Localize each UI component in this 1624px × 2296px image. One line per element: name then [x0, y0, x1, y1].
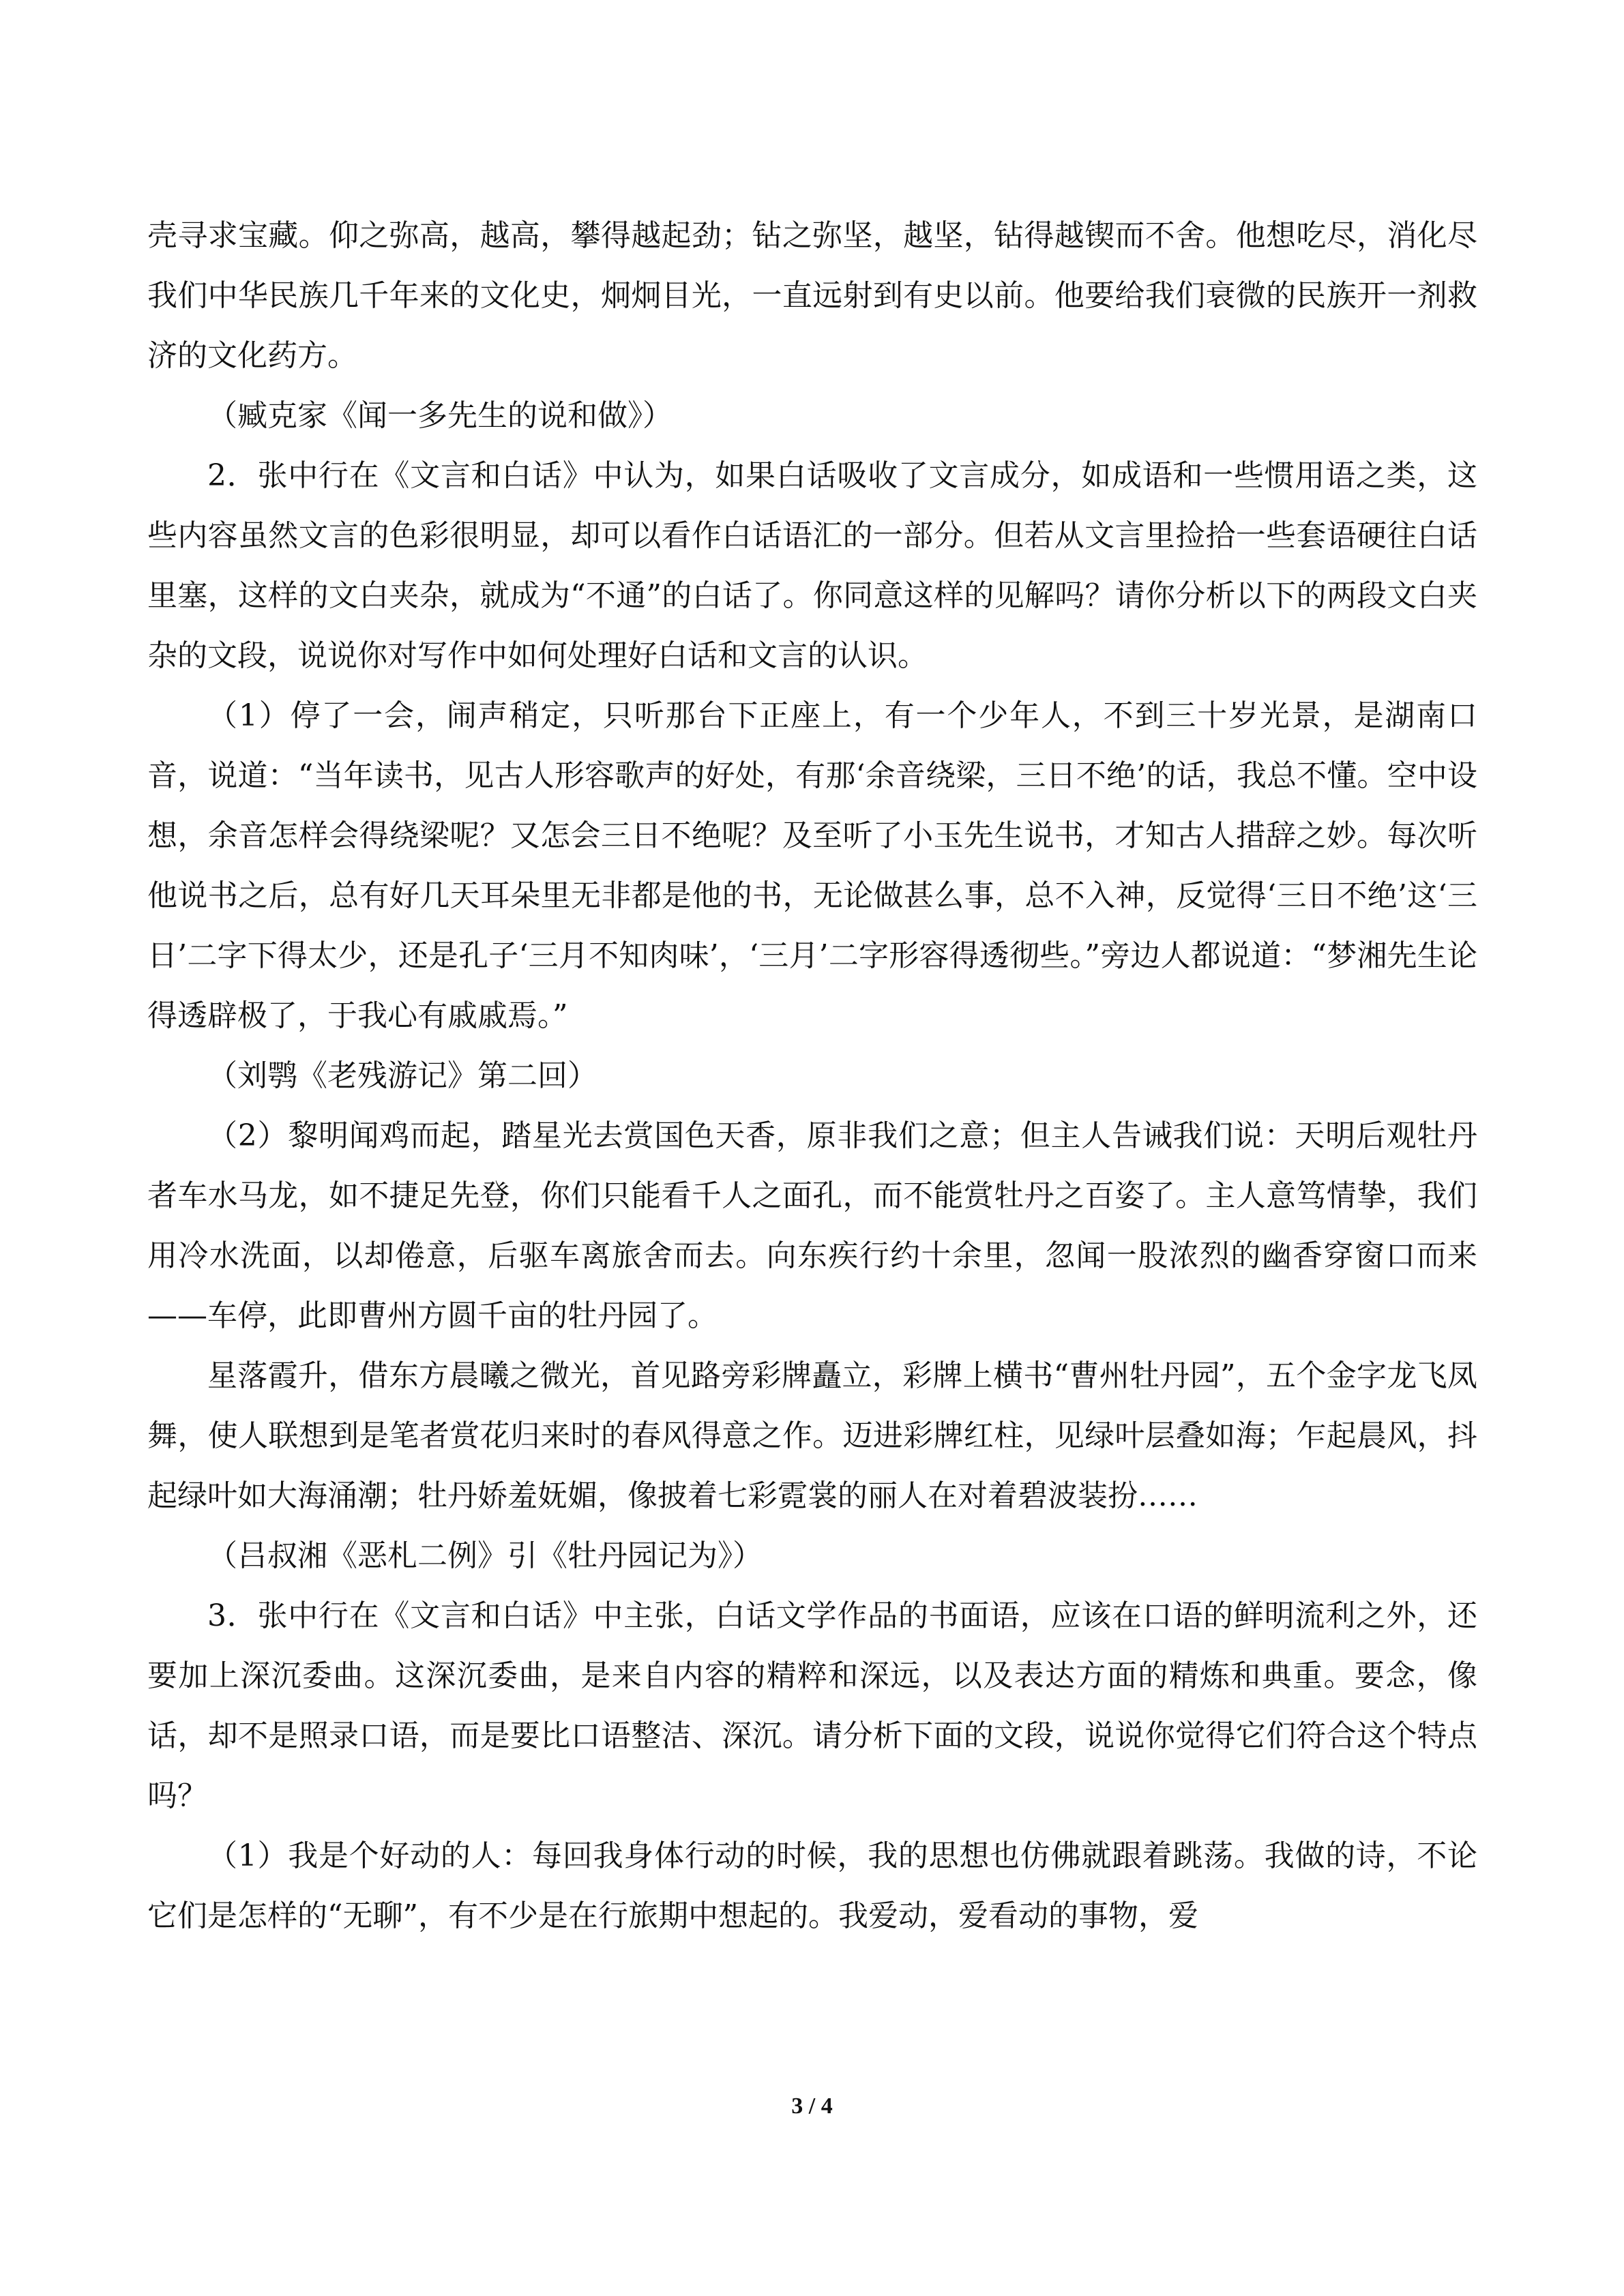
source-citation: （吕叔湘《恶札二例》引《牡丹园记为》） [207, 1538, 763, 1573]
document-body [147, 206, 1477, 1946]
excerpt-2: （2）黎明闻鸡而起，踏星光去赏国色天香，原非我们之意；但主人告诫我们说：天明后观牡丹者车水马龙，如不捷足先登，你们只能看千人之面孔，而不能赏牡丹之百姿了。主人意笃情挚，我们用冷水洗面，以却倦意，后驱车离旅舍而去。向东疾行约十余里，忽闻一股浓烈的幽香穿窗口而来——车停，此即曹州方圆千亩的牡丹园了。 [147, 1118, 1477, 1333]
paragraph-continuation: 壳寻求宝藏。仰之弥高，越高，攀得越起劲；钻之弥坚，越坚，钻得越锲而不舍。他想吃尽，消化尽我们中华民族几千年来的文化史，炯炯目光，一直远射到有史以前。他要给我们衰微的民族开一剂救济的文化药方。 [147, 218, 1477, 373]
excerpt-1: （1）停了一会，闹声稍定，只听那台下正座上，有一个少年人，不到三十岁光景，是湖南口音，说道：“当年读书，见古人形容歌声的好处，有那‘余音绕梁，三日不绝’的话，我总不懂。空中设想，余音怎样会得绕梁呢？又怎会三日不绝呢？及至听了小玉先生说书，才知古人措辞之妙。每次听他说书之后，总有好几天耳朵里无非都是他的书，无论做甚么事，总不入神，反觉得‘三日不绝’这‘三日’二字下得太少，还是孔子‘三月不知肉味’，‘三月’二字形容得透彻些。”旁边人都说道：“梦湘先生论得透辟极了，于我心有戚戚焉。” [147, 698, 1477, 1033]
question-2: 2．张中行在《文言和白话》中认为，如果白话吸收了文言成分，如成语和一些惯用语之类，这些内容虽然文言的色彩很明显，却可以看作白话语汇的一部分。但若从文言里捡拾一些套语硬往白话里塞，这样的文白夹杂，就成为“不通”的白话了。你同意这样的见解吗？请你分析以下的两段文白夹杂的文段，说说你对写作中如何处理好白话和文言的认识。 [147, 458, 1477, 673]
excerpt-2-continued: 星落霞升，借东方晨曦之微光，首见路旁彩牌矗立，彩牌上横书“曹州牡丹园”，五个金字龙飞凤舞，使人联想到是笔者赏花归来时的春风得意之作。迈进彩牌红柱，见绿叶层叠如海；乍起晨风，抖起绿叶如大海涌潮；牡丹娇羞妩媚，像披着七彩霓裳的丽人在对着碧波装扮…… [147, 1358, 1477, 1513]
question-3: 3．张中行在《文言和白话》中主张，白话文学作品的书面语，应该在口语的鲜明流利之外，还要加上深沉委曲。这深沉委曲，是来自内容的精粹和深远，以及表达方面的精炼和典重。要念，像话，却不是照录口语，而是要比口语整洁、深沉。请分析下面的文段，说说你觉得它们符合这个特点吗？ [147, 1598, 1477, 1813]
source-citation: （刘鹗《老残游记》第二回） [207, 1058, 597, 1093]
page-number: 3 / 4 [791, 2093, 833, 2119]
excerpt-3-1: （1）我是个好动的人：每回我身体行动的时候，我的思想也仿佛就跟着跳荡。我做的诗，不论它们是怎样的“无聊”，有不少是在行旅期中想起的。我爱动，爱看动的事物，爱 [147, 1838, 1477, 1933]
source-citation: （臧克家《闻一多先生的说和做》） [207, 398, 673, 433]
